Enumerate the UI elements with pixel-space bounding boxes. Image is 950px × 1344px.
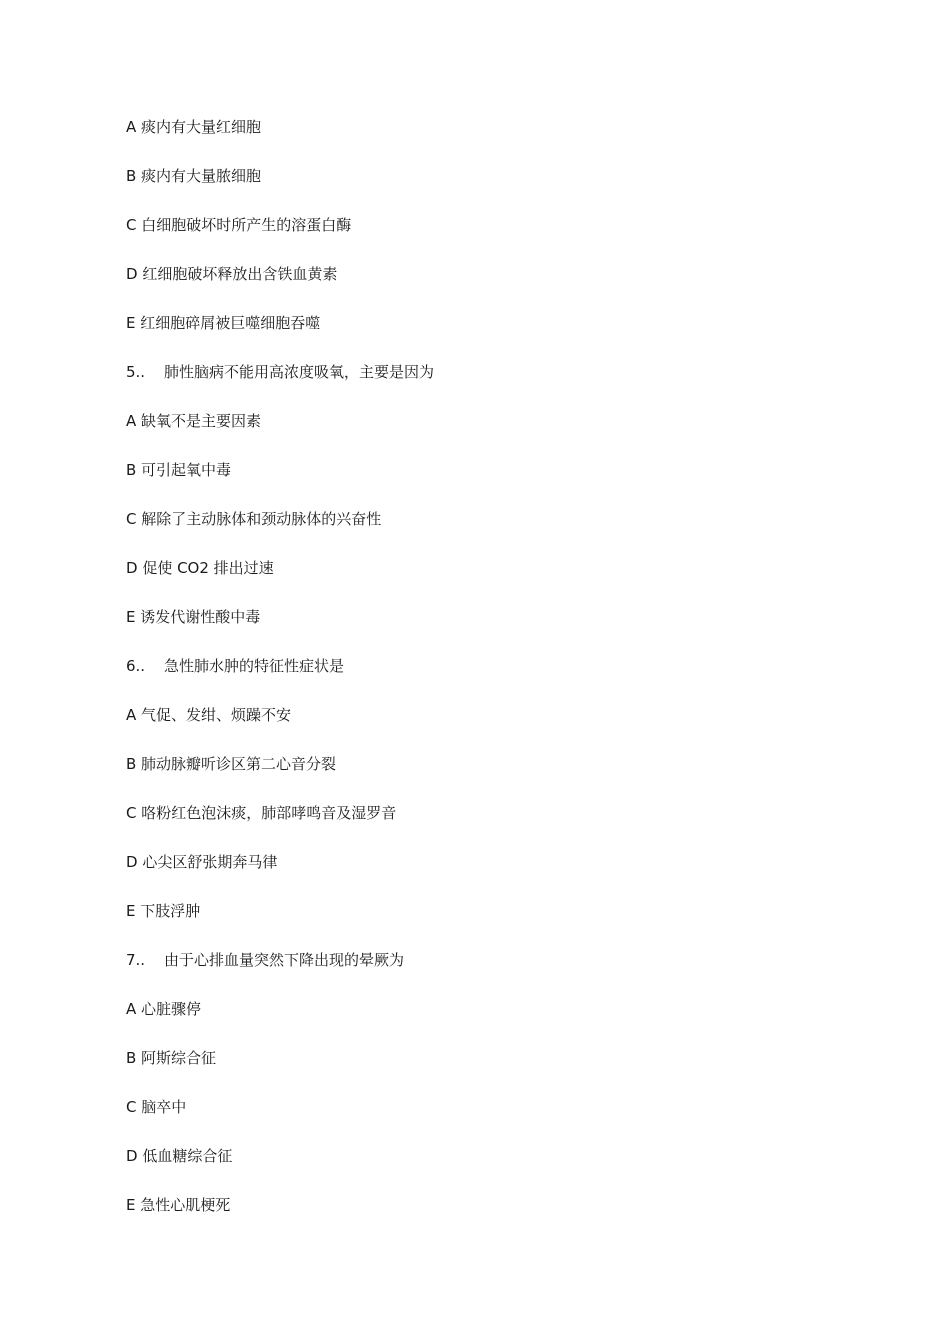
q6-option-e: E 下肢浮肿 xyxy=(126,902,201,920)
q6-option-d: D 心尖区舒张期奔马律 xyxy=(126,853,278,871)
q6-option-b: B 肺动脉瓣听诊区第二心音分裂 xyxy=(126,755,337,773)
q5-question xyxy=(126,362,434,382)
q7-number: 7.. xyxy=(126,951,146,969)
q7-option-b: B 阿斯综合征 xyxy=(126,1049,217,1067)
q6-option-a: A 气促、发绀、烦躁不安 xyxy=(126,706,292,724)
q6-stem: 急性肺水肿的特征性症状是 xyxy=(164,657,345,675)
q5-option-c: C 解除了主动脉体和颈动脉体的兴奋性 xyxy=(126,510,382,528)
q5-option-e: E 诱发代谢性酸中毒 xyxy=(126,608,261,626)
q4-option-e: E 红细胞碎屑被巨噬细胞吞噬 xyxy=(126,314,321,332)
q4-option-a: A 痰内有大量红细胞 xyxy=(126,118,262,136)
q5-stem: 肺性脑病不能用高浓度吸氧，主要是因为 xyxy=(164,363,435,381)
q7-stem: 由于心排血量突然下降出现的晕厥为 xyxy=(164,951,405,969)
q5-option-b: B 可引起氧中毒 xyxy=(126,461,232,479)
q7-option-c: C 脑卒中 xyxy=(126,1098,187,1116)
q7-option-d: D 低血糖综合征 xyxy=(126,1147,233,1165)
q5-option-d: D 促使 CO2 排出过速 xyxy=(126,559,274,577)
q4-option-c: C 白细胞破坏时所产生的溶蛋白酶 xyxy=(126,216,352,234)
q7-option-a: A 心脏骤停 xyxy=(126,1000,202,1018)
q6-option-c: C 咯粉红色泡沫痰，肺部哮鸣音及湿罗音 xyxy=(126,804,397,822)
q5-option-a: A 缺氧不是主要因素 xyxy=(126,412,262,430)
q6-question xyxy=(126,656,344,676)
q7-option-e: E 急性心肌梗死 xyxy=(126,1196,231,1214)
q6-number: 6.. xyxy=(126,657,146,675)
q4-option-b: B 痰内有大量脓细胞 xyxy=(126,167,262,185)
q5-number: 5.. xyxy=(126,363,146,381)
q4-option-d: D 红细胞破坏释放出含铁血黄素 xyxy=(126,265,338,283)
q7-question xyxy=(126,950,404,970)
